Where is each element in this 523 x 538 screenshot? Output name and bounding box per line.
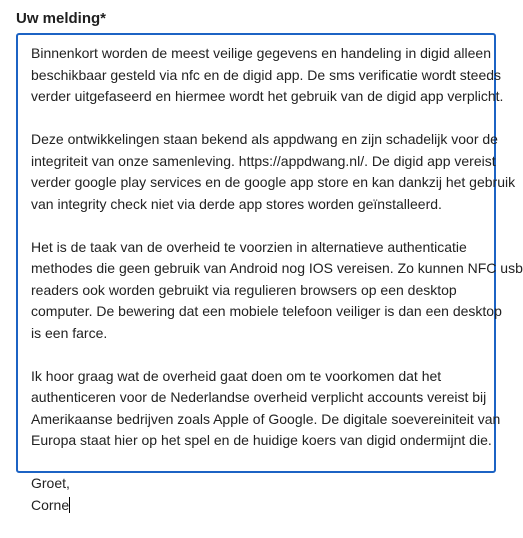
message-line: integriteit van onze samenleving. https://appdwang.nl/. De digid app vereist (31, 152, 496, 169)
message-paragraph-2 (31, 129, 516, 215)
message-line: methodes die geen gebruik van Android nog IOS vereisen. Zo kunnen NFC usb (31, 260, 523, 276)
message-line: is een farce. (31, 324, 108, 341)
message-line: beschikbaar gesteld via nfc en de digid app. De sms verificatie wordt steeds (31, 66, 502, 83)
message-signature-line (31, 495, 491, 517)
message-paragraph-4 (31, 366, 501, 452)
message-line: Ik hoor graag wat de overheid gaat doen om te voorkomen dat het (31, 367, 442, 384)
message-line: Binnenkort worden de meest veilige gegevens en handeling in digid alleen (31, 45, 491, 61)
message-textarea[interactable] (16, 33, 523, 513)
message-paragraph-1 (31, 43, 504, 108)
message-line: authenticeren voor de Nederlandse overheid verplicht accounts vereist bij (31, 389, 487, 405)
text-caret (69, 497, 70, 513)
message-line: Amerikaanse bedrijven zoals Apple of Google. De digitale soevereiniteit van (31, 410, 501, 427)
message-signature: Corne (31, 496, 70, 513)
message-line: verder google play services en de google app store en kan dankzij het gebruik (31, 174, 516, 190)
message-line: readers ook worden gebruikt via regulieren browsers op een desktop (31, 281, 457, 298)
message-text[interactable] (31, 43, 523, 538)
message-line: van integrity check niet via derde app stores worden geïnstalleerd. (31, 195, 442, 212)
message-field-label: Uw melding* (16, 10, 107, 27)
message-line: Europa staat hier op het spel en de huidige koers van digid ondermijnt die. (31, 432, 492, 448)
message-line: computer. De bewering dat een mobiele telefoon veiliger is dan een desktop (31, 303, 502, 319)
message-closing: Groet, (31, 475, 70, 491)
message-line: verder uitgefaseerd en hiermee wordt het gebruik van de digid app verplicht. (31, 88, 504, 104)
message-paragraph-3 (31, 237, 523, 345)
message-line: Het is de taak van de overheid te voorzien in alternatieve authenticatie (31, 238, 467, 255)
message-signoff (31, 473, 491, 516)
message-line: Deze ontwikkelingen staan bekend als appdwang en zijn schadelijk voor de (31, 131, 498, 147)
